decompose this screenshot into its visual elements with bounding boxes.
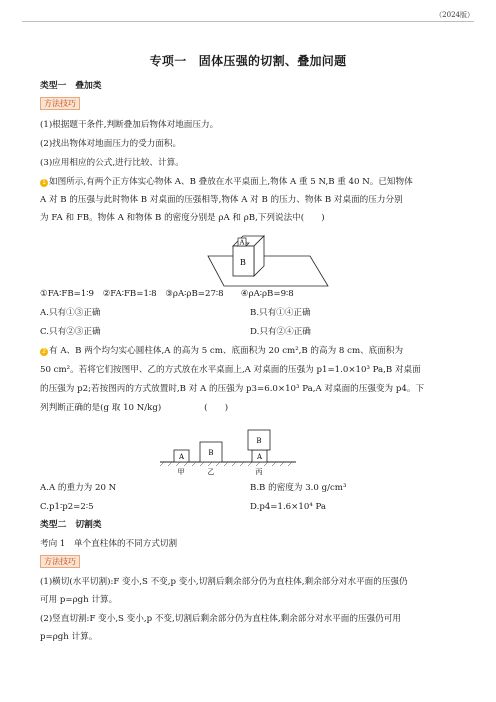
page-title: 专项一 固体压强的切割、叠加问题 — [149, 54, 347, 68]
tip-line: (2)竖直切割:F 变小,S 变小,p 不变,切割后剩余部分仍为直柱体,剩余部分对水平面的压强仍可用 — [40, 614, 401, 624]
tip-line: (1)横切(水平切割):F 变小,S 不变,p 变小,切割后剩余部分仍为直柱体,剩余部分对水平面的压强仍 — [40, 577, 408, 587]
svg-text:B: B — [256, 437, 262, 445]
tip-line: (1)根据题干条件,判断叠加后物体对地面压力。 — [40, 120, 219, 130]
subsection-heading: 考向 1 单个直柱体的不同方式切割 — [40, 539, 178, 549]
svg-text:A: A — [178, 453, 185, 461]
label-jia: 甲 — [177, 468, 185, 476]
svg-text:B: B — [208, 449, 214, 457]
question-2-line: 2 有 A、B 两个均匀实心圆柱体,A 的高为 5 cm、底面积为 20 cm²,B 的高为 8 cm、底面积为 — [40, 345, 403, 357]
q1-option-a: A.只有①③正确 — [40, 308, 101, 318]
cube-a-label: A — [239, 238, 245, 247]
section-heading-cutting: 类型二 切割类 — [40, 520, 102, 530]
question-1-line: 1 如图所示,有两个正方体实心物体 A、B 叠放在水平桌面上,物体 A 重 5 N,B 重 40 N。已知物体 — [40, 176, 413, 188]
tip-line: (2)找出物体对地面压力的受力面积。 — [40, 139, 182, 149]
q2-option-b: B.B 的密度为 3.0 g/cm³ — [250, 483, 347, 493]
q1-option-c: C.只有②③正确 — [40, 327, 101, 337]
question-number-badge: 1 — [40, 179, 48, 187]
figure-cylinders — [160, 420, 300, 476]
table-surface — [208, 256, 328, 286]
question-2-line: 列判断正确的是(g 取 10 N/kg) ( ) — [40, 403, 229, 413]
q1-option-d: D.只有②④正确 — [250, 327, 311, 337]
edition-year: （2024版） — [435, 11, 474, 19]
tip-line: p=ρgh 计算。 — [40, 632, 98, 642]
q2-option-c: C.p1∶p2=2∶5 — [40, 502, 94, 512]
question-2-line: 50 cm²。若将它们按图甲、乙的方式放在水平桌面上,A 对桌面的压强为 p1=1.0×10³ Pa,B 对桌面 — [40, 365, 421, 375]
label-yi: 乙 — [207, 468, 215, 476]
question-1-line: 为 FA 和 FB。物体 A 和物体 B 的密度分别是 ρA 和 ρB,下列说法中( ) — [40, 213, 325, 223]
question-1-line: A 对 B 的压强与此时物体 B 对桌面的压强相等,物体 A 对 B 的压力、物体 B 对桌面的压力分别 — [40, 195, 403, 205]
q1-statements: ①FA∶FB=1∶9 ②FA∶FB=1∶8 ③ρA∶ρB=27∶8 ④ρA∶ρB=9∶8 — [40, 289, 294, 299]
figure-stacked-cubes — [200, 232, 340, 288]
method-tag: 方法技巧 — [40, 555, 80, 568]
tip-line: 可用 p=ρgh 计算。 — [40, 595, 118, 605]
q2-option-d: D.p4=1.6×10⁴ Pa — [250, 502, 326, 512]
question-2-line: 的压强为 p2;若按图丙的方式放置时,B 对 A 的压强为 p3=6.0×10³ Pa,A 对桌面的压强变为 p4。下 — [40, 384, 425, 394]
q2-option-a: A.A 的重力为 20 N — [40, 483, 117, 493]
question-number-badge: 2 — [40, 348, 48, 356]
svg-text:A: A — [256, 453, 263, 461]
section-heading-stacking: 类型一 叠加类 — [40, 81, 102, 91]
q1-option-b: B.只有①④正确 — [250, 308, 311, 318]
label-bing: 丙 — [255, 468, 263, 476]
method-tag: 方法技巧 — [40, 97, 80, 110]
tip-line: (3)应用相应的公式,进行比较、计算。 — [40, 158, 184, 168]
header-rule — [22, 21, 474, 22]
cube-b-label: B — [240, 258, 246, 267]
